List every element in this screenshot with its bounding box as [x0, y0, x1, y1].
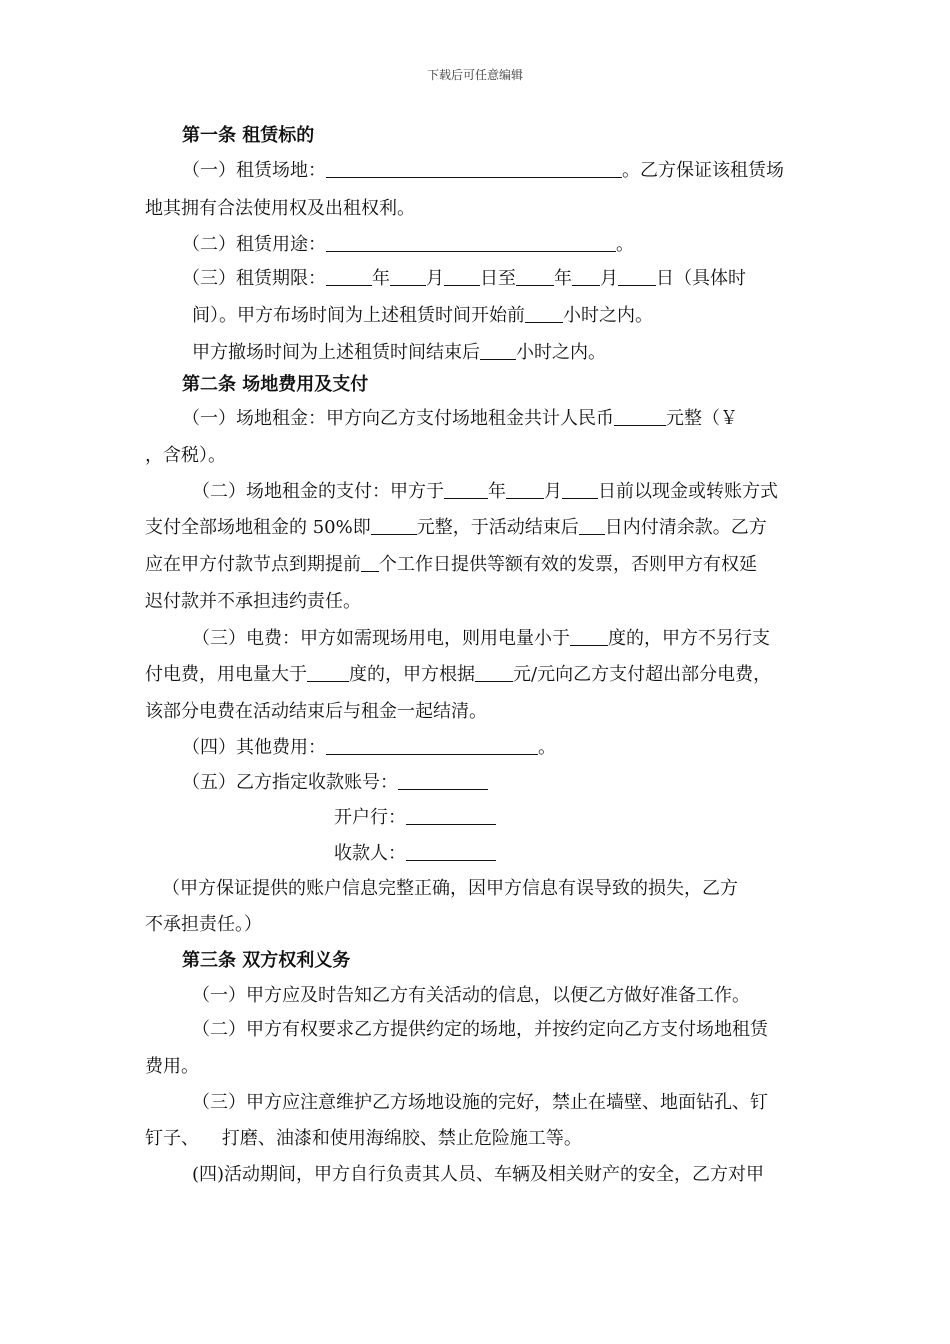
pay-day-text: 日前以现金或转账方式: [598, 481, 778, 502]
account-note-line-1: （甲方保证提供的账户信息完整正确，因甲方信息有误导致的损失，乙方: [162, 878, 738, 899]
pay-day-blank[interactable]: [562, 480, 598, 499]
elec-rate-blank[interactable]: [475, 663, 513, 682]
invoice-text-b: 个工作日提供等额有效的发票，否则甲方有权延: [379, 554, 757, 575]
obligation-item-4-line-1: (四)活动期间，甲方自行负责其人员、车辆及相关财产的安全，乙方对甲: [192, 1164, 765, 1185]
obligation-item-2-line-2: 费用。: [145, 1056, 199, 1077]
rent-line: [182, 406, 738, 432]
account-label: （五）乙方指定收款账号：: [182, 772, 398, 793]
month-label-1: 月: [426, 268, 444, 289]
teardown-hours-blank[interactable]: [480, 341, 516, 360]
purpose-line: [182, 232, 634, 258]
bank-line: [334, 805, 496, 831]
other-fees-blank[interactable]: [326, 736, 538, 755]
payee-line: [334, 841, 496, 867]
elec-text-a: 付电费，用电量大于: [145, 664, 307, 685]
purpose-label: （二）租赁用途：: [182, 234, 326, 255]
purpose-blank[interactable]: [326, 233, 616, 252]
teardown-line: [192, 340, 606, 366]
day-detail-label: 日（具体时: [656, 268, 746, 289]
pay-year-label: 年: [488, 481, 506, 502]
electricity-label: （三）电费：甲方如需现场用电，则用电量小于: [192, 628, 570, 649]
payment-line-2: [145, 515, 767, 541]
article-1-title: 第一条 租赁标的: [182, 125, 315, 146]
venue-line: [182, 158, 784, 184]
end-day-blank[interactable]: [618, 267, 656, 286]
payment-line-1: [192, 479, 778, 505]
rent-label: （一）场地租金：甲方向乙方支付场地租金共计人民币: [182, 408, 614, 429]
pay-month-label: 月: [544, 481, 562, 502]
setup-line: [192, 303, 653, 329]
elec-text-c: 元/元向乙方支付超出部分电费，: [513, 664, 772, 685]
obligation-item-1: （一）甲方应及时告知乙方有关活动的信息，以便乙方做好准备工作。: [192, 985, 750, 1006]
start-month-blank[interactable]: [390, 267, 426, 286]
electricity-line-2: [145, 662, 771, 688]
pay-year-blank[interactable]: [444, 480, 488, 499]
pay-month-blank[interactable]: [506, 480, 544, 499]
payee-blank[interactable]: [406, 842, 496, 861]
article-2-title: 第二条 场地费用及支付: [182, 374, 369, 395]
setup-text: 间）。甲方布场时间为上述租赁时间开始前: [192, 305, 525, 326]
rent-line-cont: ，含税）。: [145, 445, 226, 466]
elec-over-blank[interactable]: [307, 663, 349, 682]
start-day-blank[interactable]: [444, 267, 480, 286]
header-note: 下载后可任意编辑: [426, 68, 523, 82]
bank-blank[interactable]: [406, 806, 496, 825]
article-3-title: 第三条 双方权利义务: [182, 950, 351, 971]
year-label-1: 年: [372, 268, 390, 289]
payment-after-text: 元整，于活动结束后: [416, 517, 579, 538]
payment-percent-text: 支付全部场地租金的 50%即: [145, 517, 371, 538]
payment-line-3: [145, 552, 757, 578]
day-to-label: 日至: [480, 268, 516, 289]
payment-label: （二）场地租金的支付：甲方于: [192, 481, 444, 502]
obligation-item-3-line-2: 钉子、 打磨、油漆和使用海绵胶、禁止危险施工等。: [145, 1128, 582, 1149]
teardown-hours-suffix: 小时之内。: [516, 342, 606, 363]
end-month-blank[interactable]: [572, 267, 600, 286]
other-fees-line: [182, 735, 556, 761]
obligation-item-3-line-1: （三）甲方应注意维护乙方场地设施的完好，禁止在墙壁、地面钻孔、钉: [192, 1092, 768, 1113]
elec-threshold-blank[interactable]: [570, 627, 608, 646]
other-fees-label: （四）其他费用：: [182, 737, 326, 758]
electricity-line-3: 该部分电费在活动结束后与租金一起结清。: [145, 701, 487, 722]
teardown-text: 甲方撤场时间为上述租赁时间结束后: [192, 342, 480, 363]
electricity-mid: 度的，甲方不另行支: [608, 628, 770, 649]
payment-balance-text: 日内付清余款。乙方: [604, 517, 767, 538]
end-year-blank[interactable]: [516, 267, 554, 286]
elec-text-b: 度的，甲方根据: [349, 664, 475, 685]
account-blank[interactable]: [398, 771, 488, 790]
venue-label: （一）租赁场地：: [182, 160, 326, 181]
period-line: [182, 266, 746, 292]
purpose-suffix: 。: [616, 234, 634, 255]
electricity-line-1: [192, 626, 770, 652]
account-note-line-2: 不承担责任。）: [145, 914, 262, 935]
invoice-text-a: 应在甲方付款节点到期提前: [145, 554, 361, 575]
venue-blank[interactable]: [326, 159, 622, 178]
balance-days-blank[interactable]: [579, 516, 605, 535]
bank-label: 开户行：: [334, 807, 406, 828]
obligation-item-2-line-1: （二）甲方有权要求乙方提供约定的场地，并按约定向乙方支付场地租赁: [192, 1019, 768, 1040]
setup-hours-suffix: 小时之内。: [563, 305, 653, 326]
venue-suffix: 。乙方保证该租赁场: [622, 160, 784, 181]
period-label: （三）租赁期限：: [182, 268, 326, 289]
month-label-2: 月: [600, 268, 618, 289]
rent-amount-blank[interactable]: [614, 407, 666, 426]
account-line: [182, 770, 488, 796]
payee-label: 收款人：: [334, 843, 406, 864]
payment-line-4: 迟付款并不承担违约责任。: [145, 591, 361, 612]
invoice-days-blank[interactable]: [361, 553, 379, 572]
deposit-amount-blank[interactable]: [371, 516, 417, 535]
venue-line-cont: 地其拥有合法使用权及出租权利。: [145, 198, 415, 219]
setup-hours-blank[interactable]: [525, 304, 563, 323]
rent-suffix: 元整（￥: [666, 408, 738, 429]
start-year-blank[interactable]: [326, 267, 372, 286]
other-fees-suffix: 。: [538, 737, 556, 758]
year-label-2: 年: [554, 268, 572, 289]
